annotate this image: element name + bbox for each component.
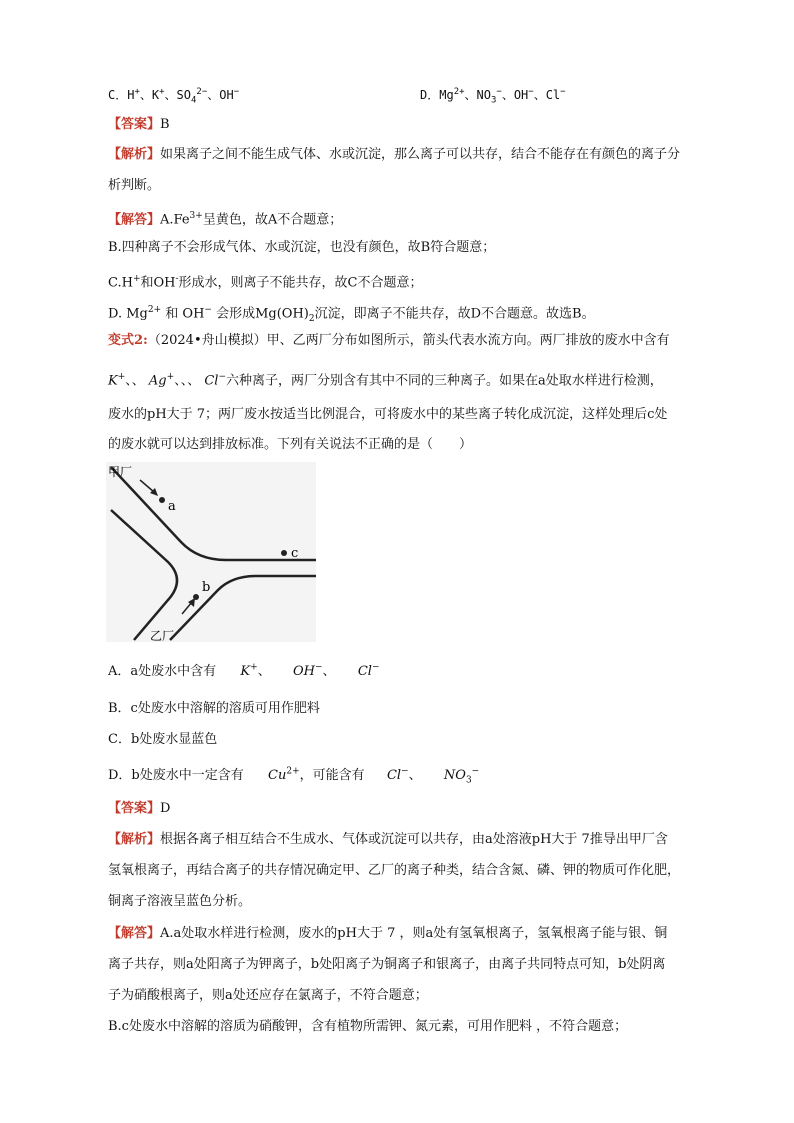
text: （2024•舟山模拟）甲、乙两厂分布如图所示，箭头代表水流方向。两厂排放的废水中含有 <box>147 333 670 348</box>
sup: − <box>371 662 380 673</box>
text: 根据各离子相互结合不生成水、气体或沉淀可以共存，由a处溶液pH大于 7推导出甲厂含 <box>160 832 668 847</box>
text: 六种离子，两厂分别含有其中不同的三种离子。如果在a处取水样进行检测， <box>226 373 663 389</box>
text: 、 <box>257 664 271 679</box>
text: A.Fe <box>160 212 190 228</box>
option-c-text: C．H <box>108 88 135 102</box>
sup: − <box>560 87 566 97</box>
sup: + <box>134 87 140 97</box>
q2-stem-1 <box>108 332 670 350</box>
point-b <box>193 594 199 600</box>
label-c: c <box>291 546 299 561</box>
q2-option-c <box>108 728 217 747</box>
analysis-tag: 【解析】 <box>108 147 161 162</box>
ion: K <box>240 664 251 679</box>
analysis-text: 析判断。 <box>108 178 161 193</box>
text: 呈黄色，故A不合题意； <box>202 212 343 228</box>
text: 和OH <box>140 275 176 291</box>
question-title: 变式2: <box>108 333 148 348</box>
text: 会形成Mg(OH) <box>211 306 309 322</box>
ion: NO <box>443 768 466 783</box>
analysis-text: 如果离子之间不能生成气体、水或沉淀，那么离子可以共存，结合不能存在有颜色的离子分 <box>160 147 681 162</box>
text: A.a处取水样进行检测，废水的pH大于 7 ，则a处有氢氧根离子，氢氧根离子能与银、铜 <box>160 926 668 941</box>
text: 、Cl <box>533 88 561 102</box>
solution-tag: 【解答】 <box>108 212 161 228</box>
text: 子为硝酸根离子，则a处还应存在氯离子，不符合题意； <box>108 988 428 1003</box>
sup: - <box>175 274 179 284</box>
option-d-line <box>420 83 566 109</box>
sub: 3 <box>465 775 472 786</box>
text: 形成水，则离子不能共存，故C不合题意； <box>178 275 423 291</box>
sup: − <box>496 87 502 97</box>
text: 沉淀，即离子不能共存，故D不合题意。故选B。 <box>314 306 595 322</box>
sup: − <box>314 662 323 673</box>
answer-tag: 【答案】 <box>108 117 161 132</box>
sup: − <box>204 305 212 315</box>
ion: Cu <box>268 768 287 783</box>
sub: 4 <box>190 95 197 106</box>
q2-stem-3 <box>108 406 667 424</box>
text: 、K <box>139 88 160 102</box>
sub: 3 <box>490 95 497 106</box>
point-a <box>159 497 165 503</box>
sup: − <box>233 87 240 97</box>
text: 和 OH <box>161 306 205 322</box>
analysis-tag: 【解析】 <box>108 832 161 847</box>
sup: + <box>117 372 126 382</box>
q2-solution-1 <box>108 925 667 943</box>
text: A．a处废水中含有 <box>108 664 217 679</box>
ion: Ag <box>148 373 167 389</box>
text: 、 <box>322 664 336 679</box>
q2-solution-3 <box>108 987 428 1005</box>
q2-stem-2 <box>108 368 663 390</box>
text: 、 <box>408 768 422 783</box>
text: D．b处废水中一定含有 <box>108 768 244 783</box>
q1-answer <box>108 116 170 134</box>
label-jia-factory: 甲厂 <box>108 465 133 479</box>
text: C.H <box>108 275 133 291</box>
q2-solution-4 <box>108 1018 627 1036</box>
text: ，可能含有 <box>299 768 365 783</box>
ion: Cl <box>357 664 372 679</box>
river-diagram <box>106 462 316 642</box>
sup: 2+ <box>286 766 300 777</box>
sup: + <box>159 87 165 97</box>
answer-value: D <box>160 801 171 816</box>
sup: − <box>528 87 534 97</box>
answer-value: B <box>160 117 170 132</box>
text: 、OH <box>501 88 529 102</box>
option-c-line <box>108 83 239 109</box>
sup: + <box>132 274 141 284</box>
label-yi-factory: 乙厂 <box>150 629 175 642</box>
sup: 2+ <box>147 305 162 315</box>
sup: 3+ <box>189 211 203 221</box>
solution-tag: 【解答】 <box>108 926 161 941</box>
ion: OH <box>292 664 315 679</box>
text: 、、 <box>125 373 145 389</box>
text: B．c处废水中溶解的溶质可用作肥料 <box>108 701 320 716</box>
text: 、OH <box>207 88 234 102</box>
text: B.四种离子不会形成气体、水或沉淀，也没有颜色，故B符合题意； <box>108 240 496 255</box>
sup: + <box>166 372 175 382</box>
q2-option-a <box>108 660 379 679</box>
q2-answer <box>108 800 170 818</box>
sub: 2 <box>308 313 315 324</box>
sup: + <box>250 662 258 673</box>
q1-solution-c <box>108 270 423 292</box>
ion: Cl <box>204 373 219 389</box>
q2-analysis-3 <box>108 893 251 911</box>
text: 、、、 <box>174 373 201 389</box>
sup: − <box>401 766 409 777</box>
text: 、NO <box>464 88 491 102</box>
q2-option-b <box>108 697 320 716</box>
sup: 2+ <box>453 87 465 97</box>
q2-analysis-2 <box>108 862 680 880</box>
label-b: b <box>202 580 211 595</box>
q1-solution-d <box>108 301 595 328</box>
q2-option-d <box>108 764 479 786</box>
text: 离子共存，则a处阳离子为钾离子，b处阳离子为铜离子和银离子，由离子共同特点可知，b处阴离 <box>108 957 666 972</box>
point-c <box>281 550 287 556</box>
ion: Cl <box>386 768 402 783</box>
q1-analysis-1 <box>108 146 680 164</box>
text: 废水的pH大于 7；两厂废水按适当比例混合，可将废水中的某些离子转化成沉淀，这样处理后c处 <box>108 407 668 422</box>
label-a: a <box>168 499 176 514</box>
text: D. Mg <box>108 306 148 322</box>
text: 铜离子溶液呈蓝色分析。 <box>108 894 252 909</box>
option-d-text: D．Mg <box>420 88 454 102</box>
ion: K <box>108 373 118 389</box>
q2-stem-4 <box>108 436 472 454</box>
q1-solution-a <box>108 207 342 229</box>
sup: − <box>471 766 480 777</box>
q1-analysis-2 <box>108 177 160 195</box>
sup: − <box>218 372 226 382</box>
answer-tag: 【答案】 <box>108 801 161 816</box>
q2-analysis-1 <box>108 831 668 849</box>
text: B.c处废水中溶解的溶质为硝酸钾，含有植物所需钾、氮元素，可用作肥料 ，不符合题意； <box>108 1019 628 1034</box>
text: 的废水就可以达到排放标准。下列有关说法不正确的是（ ） <box>108 437 473 452</box>
text: C．b处废水显蓝色 <box>108 732 218 747</box>
sup: 2− <box>196 87 208 97</box>
text: 氢氧根离子，再结合离子的共存情况确定甲、乙厂的离子种类，结合含氮、磷、钾的物质可作化肥， <box>108 863 681 878</box>
q2-solution-2 <box>108 956 665 974</box>
text: 、SO <box>164 88 191 102</box>
q1-solution-b <box>108 239 495 257</box>
